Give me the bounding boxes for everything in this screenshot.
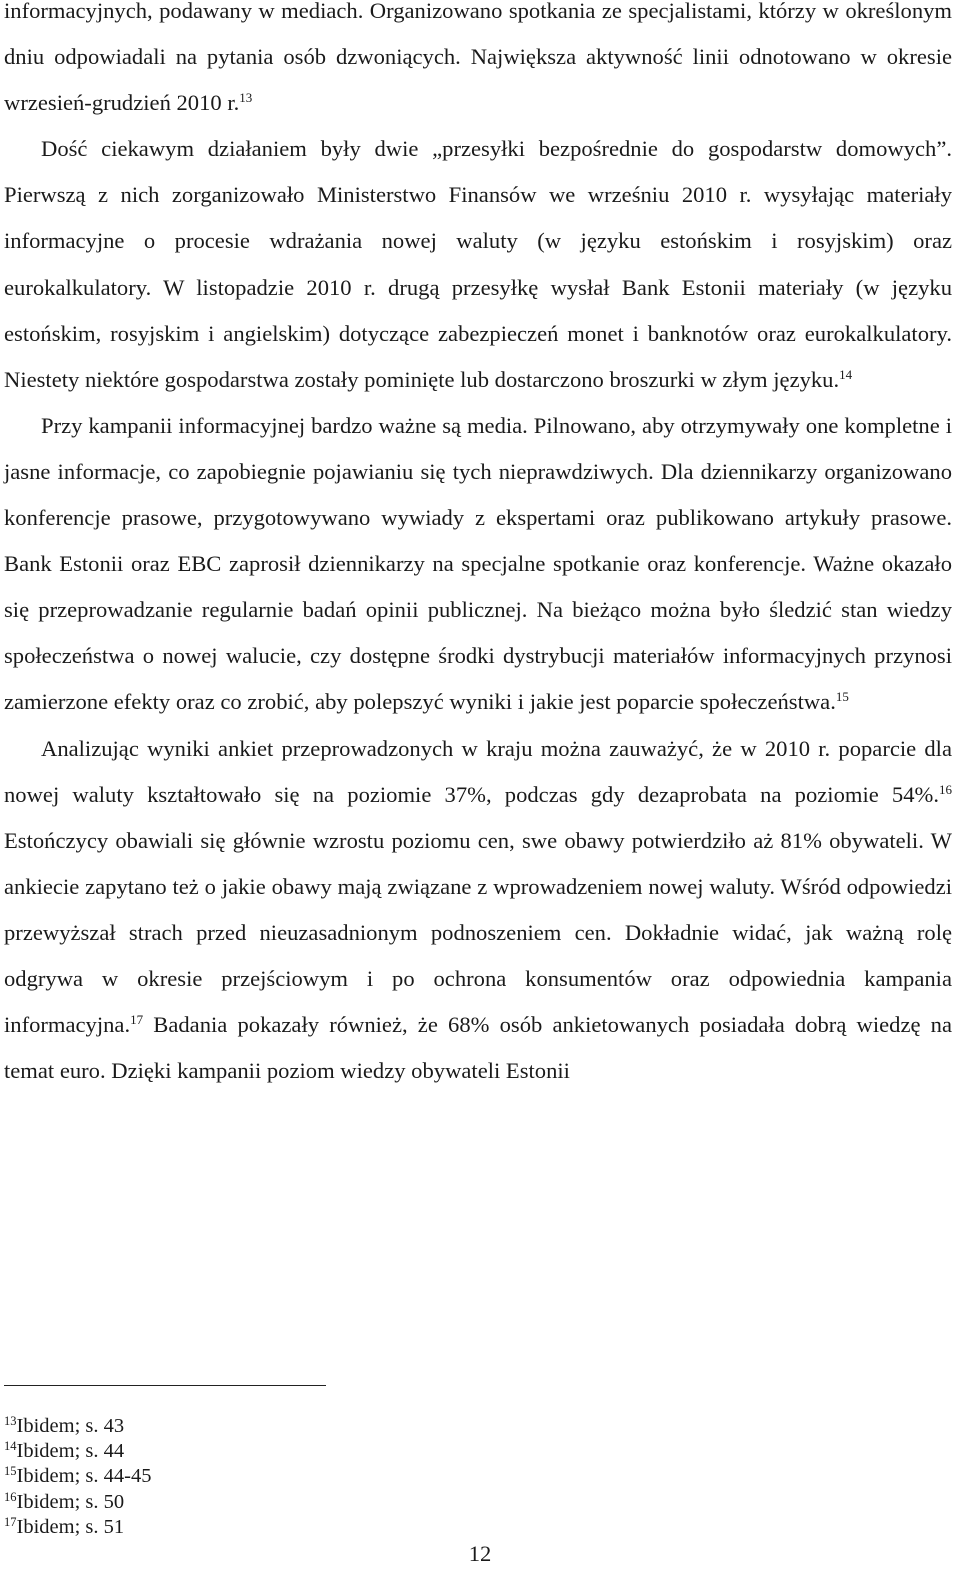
paragraph-text: Analizując wyniki ankiet przeprowadzonych w kraju można zauważyć, że w 2010 r. poparcie dla nowej waluty kształtowało się na poziomie 37%, podczas gdy dezaprobata na poziomie 54%. [4,735,952,807]
footnote-separator [4,1385,326,1386]
paragraph-text: informacyjnych, podawany w mediach. Organizowano spotkania ze specjalistami, którzy w określonym dniu odpowiadali na pytania osób dzwoniących. Największa aktywność linii odnotowano w okresie wrzesień-grudzień 2010 r. [4,0,952,116]
footnote-number: 13 [4,1414,17,1429]
footnote-number: 17 [4,1514,17,1529]
paragraph-text: Dość ciekawym działaniem były dwie „przesyłki bezpośrednie do gospodarstw domowych”. Pierwszą z nich zorganizowało Ministerstwo Finansów we wrześniu 2010 r. wysyłając materiały informacyjne o procesie wdrażania nowej waluty (w języku estońskim i rosyjskim) oraz eurokalkulatory. W listopadzie 2010 r. drugą przesyłkę wysłał Bank Estonii materiały (w języku estońskim, rosyjskim i angielskim) dotyczące zabezpieczeń monet i banknotów oraz eurokalkulatory. Niestety niektóre gospodarstwa zostały pominięte lub dostarczono broszurki w złym języku. [4,136,952,392]
paragraph [4,726,952,1095]
footnote [4,1515,151,1540]
page-number: 12 [468,1541,492,1566]
footnote-text: Ibidem; s. 51 [16,1515,125,1538]
footnote-reference: 16 [939,781,952,797]
footnote [4,1414,151,1439]
paragraph [4,0,952,126]
footnote-number: 16 [4,1489,17,1504]
footnote-number: 14 [4,1439,17,1454]
footnote [4,1490,151,1515]
footnote-text: Ibidem; s. 43 [16,1415,125,1437]
footnote-reference: 13 [239,90,253,106]
footnote [4,1439,151,1464]
footnotes [4,1414,151,1540]
footnote-text: Ibidem; s. 44 [16,1440,125,1463]
paragraph-text: Przy kampanii informacyjnej bardzo ważne są media. Pilnowano, aby otrzymywały one kompletne i jasne informacje, co zapobiegnie pojawianiu się tych nieprawdziwych. Dla dziennikarzy organizowano konferencje prasowe, przygotowywano wywiady z ekspertami oraz publikowano artykuły prasowe. Bank Estonii oraz EBC zaprosił dziennikarzy na specjalne spotkanie oraz konferencje. Ważne okazało się przeprowadzanie regularnie badań opinii publicznej. Na bieżąco można było śledzić stan wiedzy społeczeństwa o nowej walucie, czy dostępne środki dystrybucji materiałów informacyjnych przynosi zamierzone efekty oraz co zrobić, aby polepszyć wyniki i jakie jest poparcie społeczeństwa. [4,412,952,715]
footnote-text: Ibidem; s. 44-45 [16,1465,152,1488]
footnote-reference: 17 [130,1012,144,1028]
paragraph [4,403,952,726]
paragraph-text: Badania pokazały również, że 68% osób ankietowanych posiadała dobrą wiedzę na temat euro. Dzięki kampanii poziom wiedzy obywateli Estonii [4,1012,952,1084]
footnote-reference: 15 [835,689,849,705]
paragraph-text: Estończycy obawiali się głównie wzrostu poziomu cen, swe obawy potwierdziło aż 81% obywateli. W ankiecie zapytano też o jakie obawy mają związane z wprowadzeniem nowej waluty. Wśród odpowiedzi przewyższał strach przed nieuzasadnionym podnoszeniem cen. Dokładnie widać, jak ważną rolę odgrywa w okresie przejściowym i po ochrona konsumentów oraz odpowiednia kampania informacyjna. [4,827,952,1038]
paragraph [4,126,952,403]
footnote-text: Ibidem; s. 50 [16,1490,125,1513]
footnote-reference: 14 [839,366,853,382]
body-text [4,0,952,1094]
footnote-number: 15 [4,1464,17,1479]
footnote [4,1464,151,1489]
